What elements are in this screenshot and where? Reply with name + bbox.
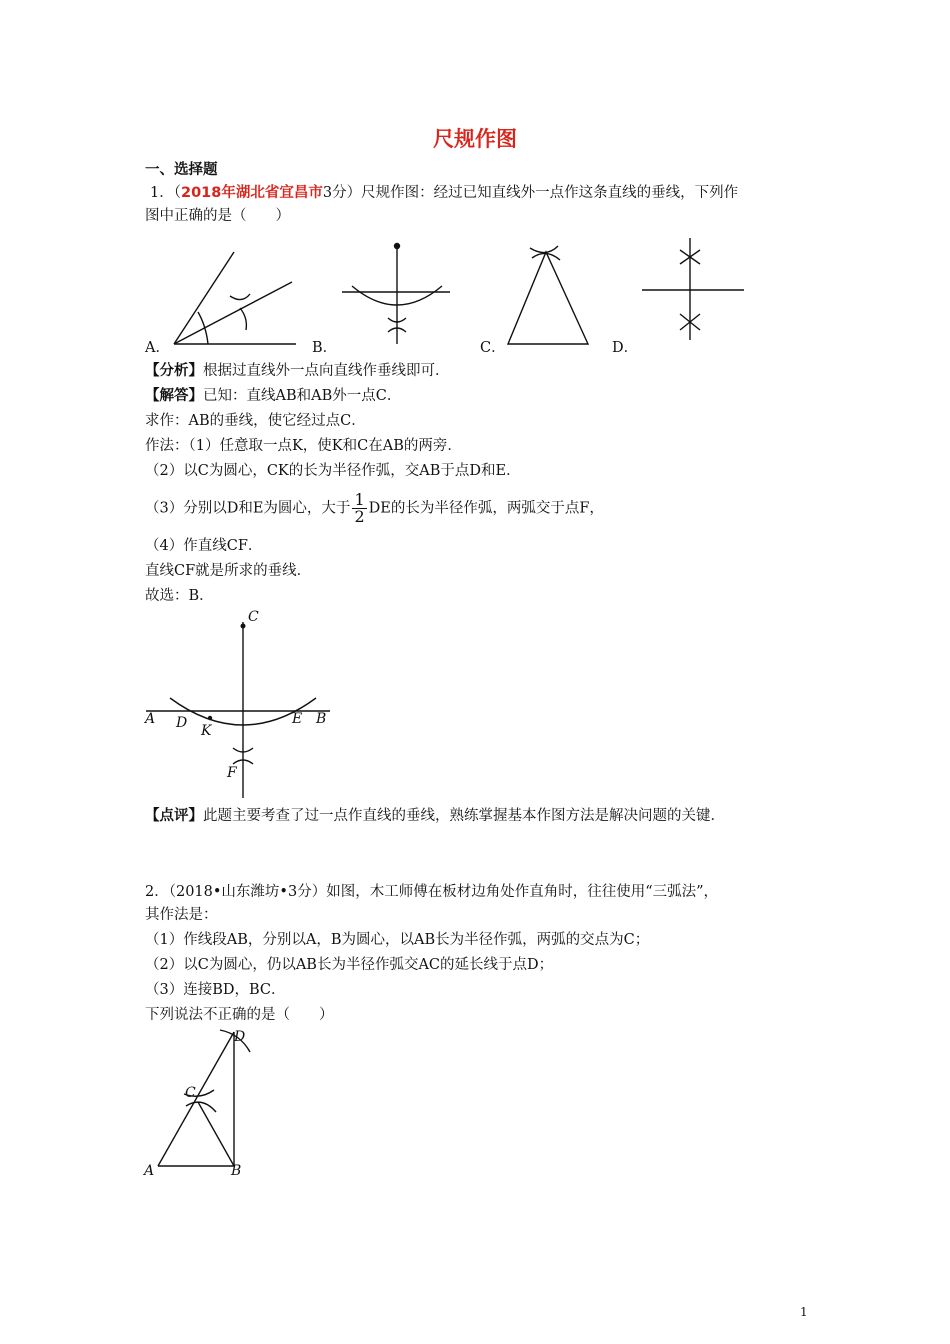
option-c-arc2: [532, 253, 560, 260]
option-c-triangle: [508, 252, 588, 344]
option-a-mark1: [230, 294, 250, 300]
method3-b: DE的长为半径作弧，两弧交于点F，: [368, 500, 604, 517]
option-c-arc1: [530, 246, 558, 253]
point-c: [241, 624, 246, 629]
q2-line1: 2．（2018•山东潍坊•3分）如图，木工师傅在板材边角处作直角时，往往使用“三弧法”，: [145, 884, 719, 900]
fig2-label-c: C: [185, 1085, 196, 1101]
fig1-label-e: E: [292, 711, 303, 727]
q1-conclusion: 直线CF就是所求的垂线．: [145, 563, 312, 579]
option-c-figure: [500, 244, 594, 348]
fig1-label-c: C: [248, 609, 259, 625]
fig1-label-d: D: [176, 715, 188, 731]
option-a-figure: [170, 248, 300, 348]
comment-tag: 【点评】: [145, 807, 203, 824]
q1-source-open: （: [173, 185, 181, 201]
option-a-label: A．: [145, 340, 170, 356]
q1-source-rest: 3分）尺规作图：经过已知直线外一点作这条直线的垂线，下列作: [322, 185, 739, 201]
q1-seek: 求作：AB的垂线，使它经过点C．: [145, 413, 366, 429]
frac-den: 2: [354, 507, 365, 526]
answer-tag: 【解答】: [145, 387, 203, 404]
frac-num: 1: [354, 490, 365, 509]
q2-line2: 其作法是：: [145, 907, 218, 923]
q1-solution-figure: [140, 608, 340, 800]
option-a-mark2: [240, 308, 246, 330]
fig1-label-f: F: [227, 765, 237, 781]
fig1-label-b: B: [316, 711, 327, 727]
option-c-label: C．: [480, 340, 506, 356]
option-a-bisector: [174, 282, 292, 344]
fig2-label-a: A: [144, 1163, 155, 1179]
option-b-figure: [340, 240, 452, 350]
half-fraction: [352, 492, 366, 525]
option-a-ray-upper: [174, 252, 234, 344]
fig1-label-k: K: [201, 723, 212, 739]
q2-step3: （3）连接BD，BC．: [145, 982, 286, 998]
q1-answer: [145, 386, 401, 406]
q1-line1: [150, 183, 738, 203]
q2-figure: [140, 1026, 270, 1174]
q1-line2: 图中正确的是（ ）: [145, 208, 290, 224]
answer-text: 已知：直线AB和AB外一点C．: [203, 388, 402, 404]
q1-method1: 作法：（1）任意取一点K，使K和C在AB的两旁．: [145, 438, 462, 454]
point-k: [208, 716, 212, 720]
analysis-tag: 【分析】: [145, 362, 203, 379]
q1-method2: （2）以C为圆心，CK的长为半径作弧，交AB于点D和E．: [145, 463, 521, 479]
q1-method3: [145, 492, 604, 525]
fig2-label-d: D: [234, 1029, 246, 1045]
q1-number: 1．: [150, 185, 174, 201]
comment-text: 此题主要考查了过一点作直线的垂线，熟练掌握基本作图方法是解决问题的关键．: [203, 808, 725, 824]
section-heading: 一、选择题: [145, 162, 218, 178]
analysis-text: 根据过直线外一点向直线作垂线即可．: [203, 363, 450, 379]
option-d-label: D．: [612, 340, 639, 356]
q1-method4: （4）作直线CF．: [145, 538, 263, 554]
option-b-label: B．: [312, 340, 338, 356]
page-title: 尺规作图: [433, 127, 517, 151]
q2-step2: （2）以C为圆心，仍以AB长为半径作弧交AC的延长线于点D；: [145, 957, 554, 973]
q2-question: 下列说法不正确的是（ ）: [145, 1007, 334, 1023]
q1-comment: [145, 806, 725, 826]
q1-source: 2018年湖北省宜昌市: [180, 185, 323, 201]
q1-analysis: [145, 361, 450, 381]
fig2-label-b: B: [231, 1163, 242, 1179]
q2-step1: （1）作线段AB，分别以A，B为圆心，以AB长为半径作弧，两弧的交点为C；: [145, 932, 650, 948]
page-number: 1: [800, 1305, 808, 1319]
method3-a: （3）分别以D和E为圆心，大于: [145, 500, 351, 517]
fig1-label-a: A: [145, 711, 156, 727]
q1-choice: 故选：B．: [145, 588, 214, 604]
option-d-figure: [640, 234, 746, 344]
